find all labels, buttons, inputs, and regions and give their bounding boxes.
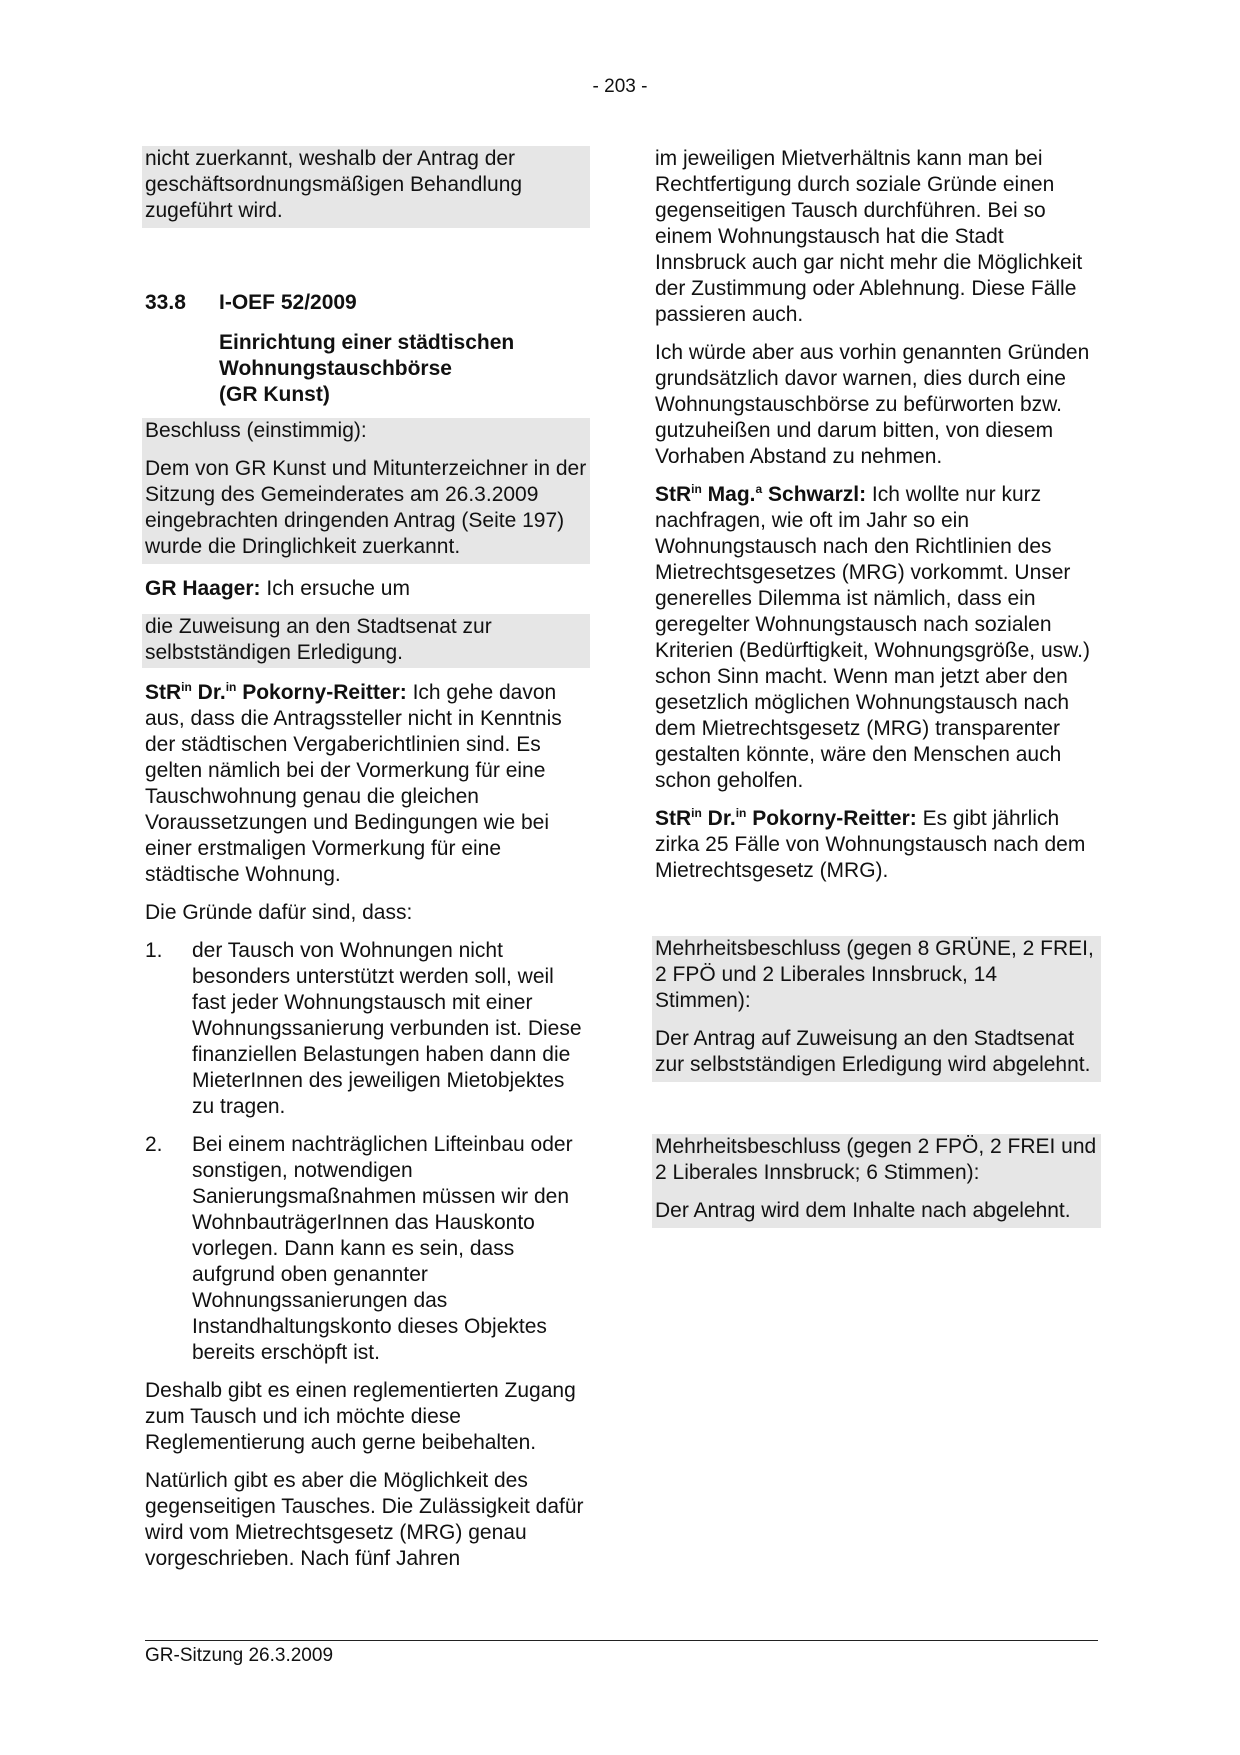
warning-paragraph: Ich würde aber aus vorhin genannten Gründen grundsätzlich davor warnen, dies durch eine Wohnungstauschbörse zu befürworten bzw. gutzuheißen und darum bitten, von diesem Vorhaben Abstand zu nehmen. <box>655 341 1090 468</box>
speech-text: Ich gehe davon aus, dass die Antragssteller nicht in Kenntnis der städtischen Vergaberichtlinien sind. Es gelten nämlich bei der Vormerkung für eine Tauschwohnung genau die gleichen Voraussetzungen und Bedingungen wie bei einer erstmaligen Vormerkung für eine städtische Wohnung. <box>145 681 562 886</box>
speaker-name: StR$^{in}$ Mag.$^a$ Schwarzl: <box>655 482 867 506</box>
list-item-number: 2. <box>145 1133 163 1156</box>
conclusion-1: Deshalb gibt es einen reglementierten Zugang zum Tausch und ich möchte diese Reglementierung auch gerne beibehalten. <box>145 1379 576 1454</box>
spacer <box>655 896 1098 936</box>
list-item-number: 1. <box>145 939 163 962</box>
vote-label: Mehrheitsbeschluss (gegen 2 FPÖ, 2 FREI und 2 Liberales Innsbruck; 6 Stimmen): <box>655 1135 1097 1184</box>
resolution-box <box>142 418 590 564</box>
list-item-text: der Tausch von Wohnungen nicht besonders unterstützt werden soll, weil fast jeder Wohnungstausch mit einer Wohnungssanierung verbunden ist. Diese finanziellen Belastungen haben dann die MieterInnen des jeweiligen Mietobjektes zu tragen. <box>192 939 582 1118</box>
list-item-text: Bei einem nachträglichen Lifteinbau oder sonstigen, notwendigen Sanierungsmaßnahmen müssen wir den WohnbauträgerInnen das Hauskonto vorlegen. Dann kann es sein, dass aufgrund oben genannter Wohnungssanierungen das Instandhaltungskonto dieses Objektes bereits erschöpft ist. <box>192 1133 573 1364</box>
speaker-name: StR$^{in}$ Dr.$^{in}$ Pokorny-Reitter: <box>145 680 407 704</box>
continuation-paragraph: im jeweiligen Mietverhältnis kann man bei Rechtfertigung durch soziale Gründe einen gegenseitigen Tausch durchführen. Bei so einem Wohnungstausch hat die Stadt Innsbruck auch gar nicht mehr die Möglichkeit der Zustimmung oder Ablehnung. Diese Fälle passieren auch. <box>655 147 1083 326</box>
reasons-list <box>145 938 587 1366</box>
assignment-text: die Zuweisung an den Stadtsenat zur selbstständigen Erledigung. <box>145 615 492 664</box>
vote-box-2 <box>652 1134 1101 1228</box>
conclusion-2: Natürlich gibt es aber die Möglichkeit des gegenseitigen Tausches. Die Zulässigkeit dafür wird vom Mietrechtsgesetz (MRG) genau vorgeschrieben. Nach fünf Jahren <box>145 1469 584 1570</box>
reasons-intro: Die Gründe dafür sind, dass: <box>145 901 413 924</box>
speech-pokorny-1 <box>145 680 587 888</box>
speaker-name: StR$^{in}$ Dr.$^{in}$ Pokorny-Reitter: <box>655 806 917 830</box>
continuation-box <box>142 146 590 228</box>
assignment-box <box>142 614 590 668</box>
agenda-item-title-line: Wohnungstauschbörse <box>219 357 452 380</box>
agenda-item-title <box>219 330 587 408</box>
right-column <box>655 146 1098 1228</box>
speech-schwarzl <box>655 482 1098 794</box>
agenda-item-title-line: (GR Kunst) <box>219 383 330 406</box>
resolution-text: Dem von GR Kunst und Mitunterzeichner in der Sitzung des Gemeinderates am 26.3.2009 eingebrachten dringenden Antrag (Seite 197) wurde die Dringlichkeit zuerkannt. <box>145 457 587 558</box>
speech-pokorny-2 <box>655 806 1098 884</box>
vote-result: Der Antrag wird dem Inhalte nach abgelehnt. <box>655 1199 1071 1222</box>
vote-box-1 <box>652 936 1101 1082</box>
agenda-item-code: I-OEF 52/2009 <box>219 291 357 314</box>
left-column <box>145 146 587 1584</box>
speech-text: Ich wollte nur kurz nachfragen, wie oft im Jahr so ein Wohnungstausch nach den Richtlinien des Mietrechtsgesetzes (MRG) vorkommt. Unser generelles Dilemma ist nämlich, dass ein geregelter Wohnungstausch nach sozialen Kriterien (Bedürftigkeit, Wohnungsgröße, usw.) schon Sinn macht. Wenn man jetzt aber den gesetzlich möglichen Wohnungstausch nach dem Mietrechtsgesetz (MRG) transparenter gestalten könnte, wäre den Menschen auch schon geholfen. <box>655 483 1090 792</box>
vote-result: Der Antrag auf Zuweisung an den Stadtsenat zur selbstständigen Erledigung wird abgelehnt. <box>655 1027 1091 1076</box>
vote-label: Mehrheitsbeschluss (gegen 8 GRÜNE, 2 FREI, 2 FPÖ und 2 Liberales Innsbruck, 14 Stimmen): <box>655 937 1094 1012</box>
continuation-text: nicht zuerkannt, weshalb der Antrag der geschäftsordnungsmäßigen Behandlung zugeführt wird. <box>145 147 523 222</box>
list-item <box>145 938 587 1120</box>
speech-text: Es gibt jährlich zirka 25 Fälle von Wohnungstausch nach dem Mietrechtsgesetz (MRG). <box>655 807 1086 882</box>
speaker-name: GR Haager: <box>145 577 261 600</box>
speech-text: Ich ersuche um <box>260 577 410 600</box>
agenda-item-header <box>145 290 587 316</box>
speech-haager <box>145 576 587 602</box>
agenda-item-title-line: Einrichtung einer städtischen <box>219 331 515 354</box>
agenda-item-number: 33.8 <box>145 291 186 314</box>
resolution-label: Beschluss (einstimmig): <box>145 419 367 442</box>
page-number: - 203 - <box>592 76 648 97</box>
list-item <box>145 1132 587 1366</box>
spacer <box>655 1082 1098 1134</box>
page-footer: GR-Sitzung 26.3.2009 <box>145 1640 1098 1669</box>
